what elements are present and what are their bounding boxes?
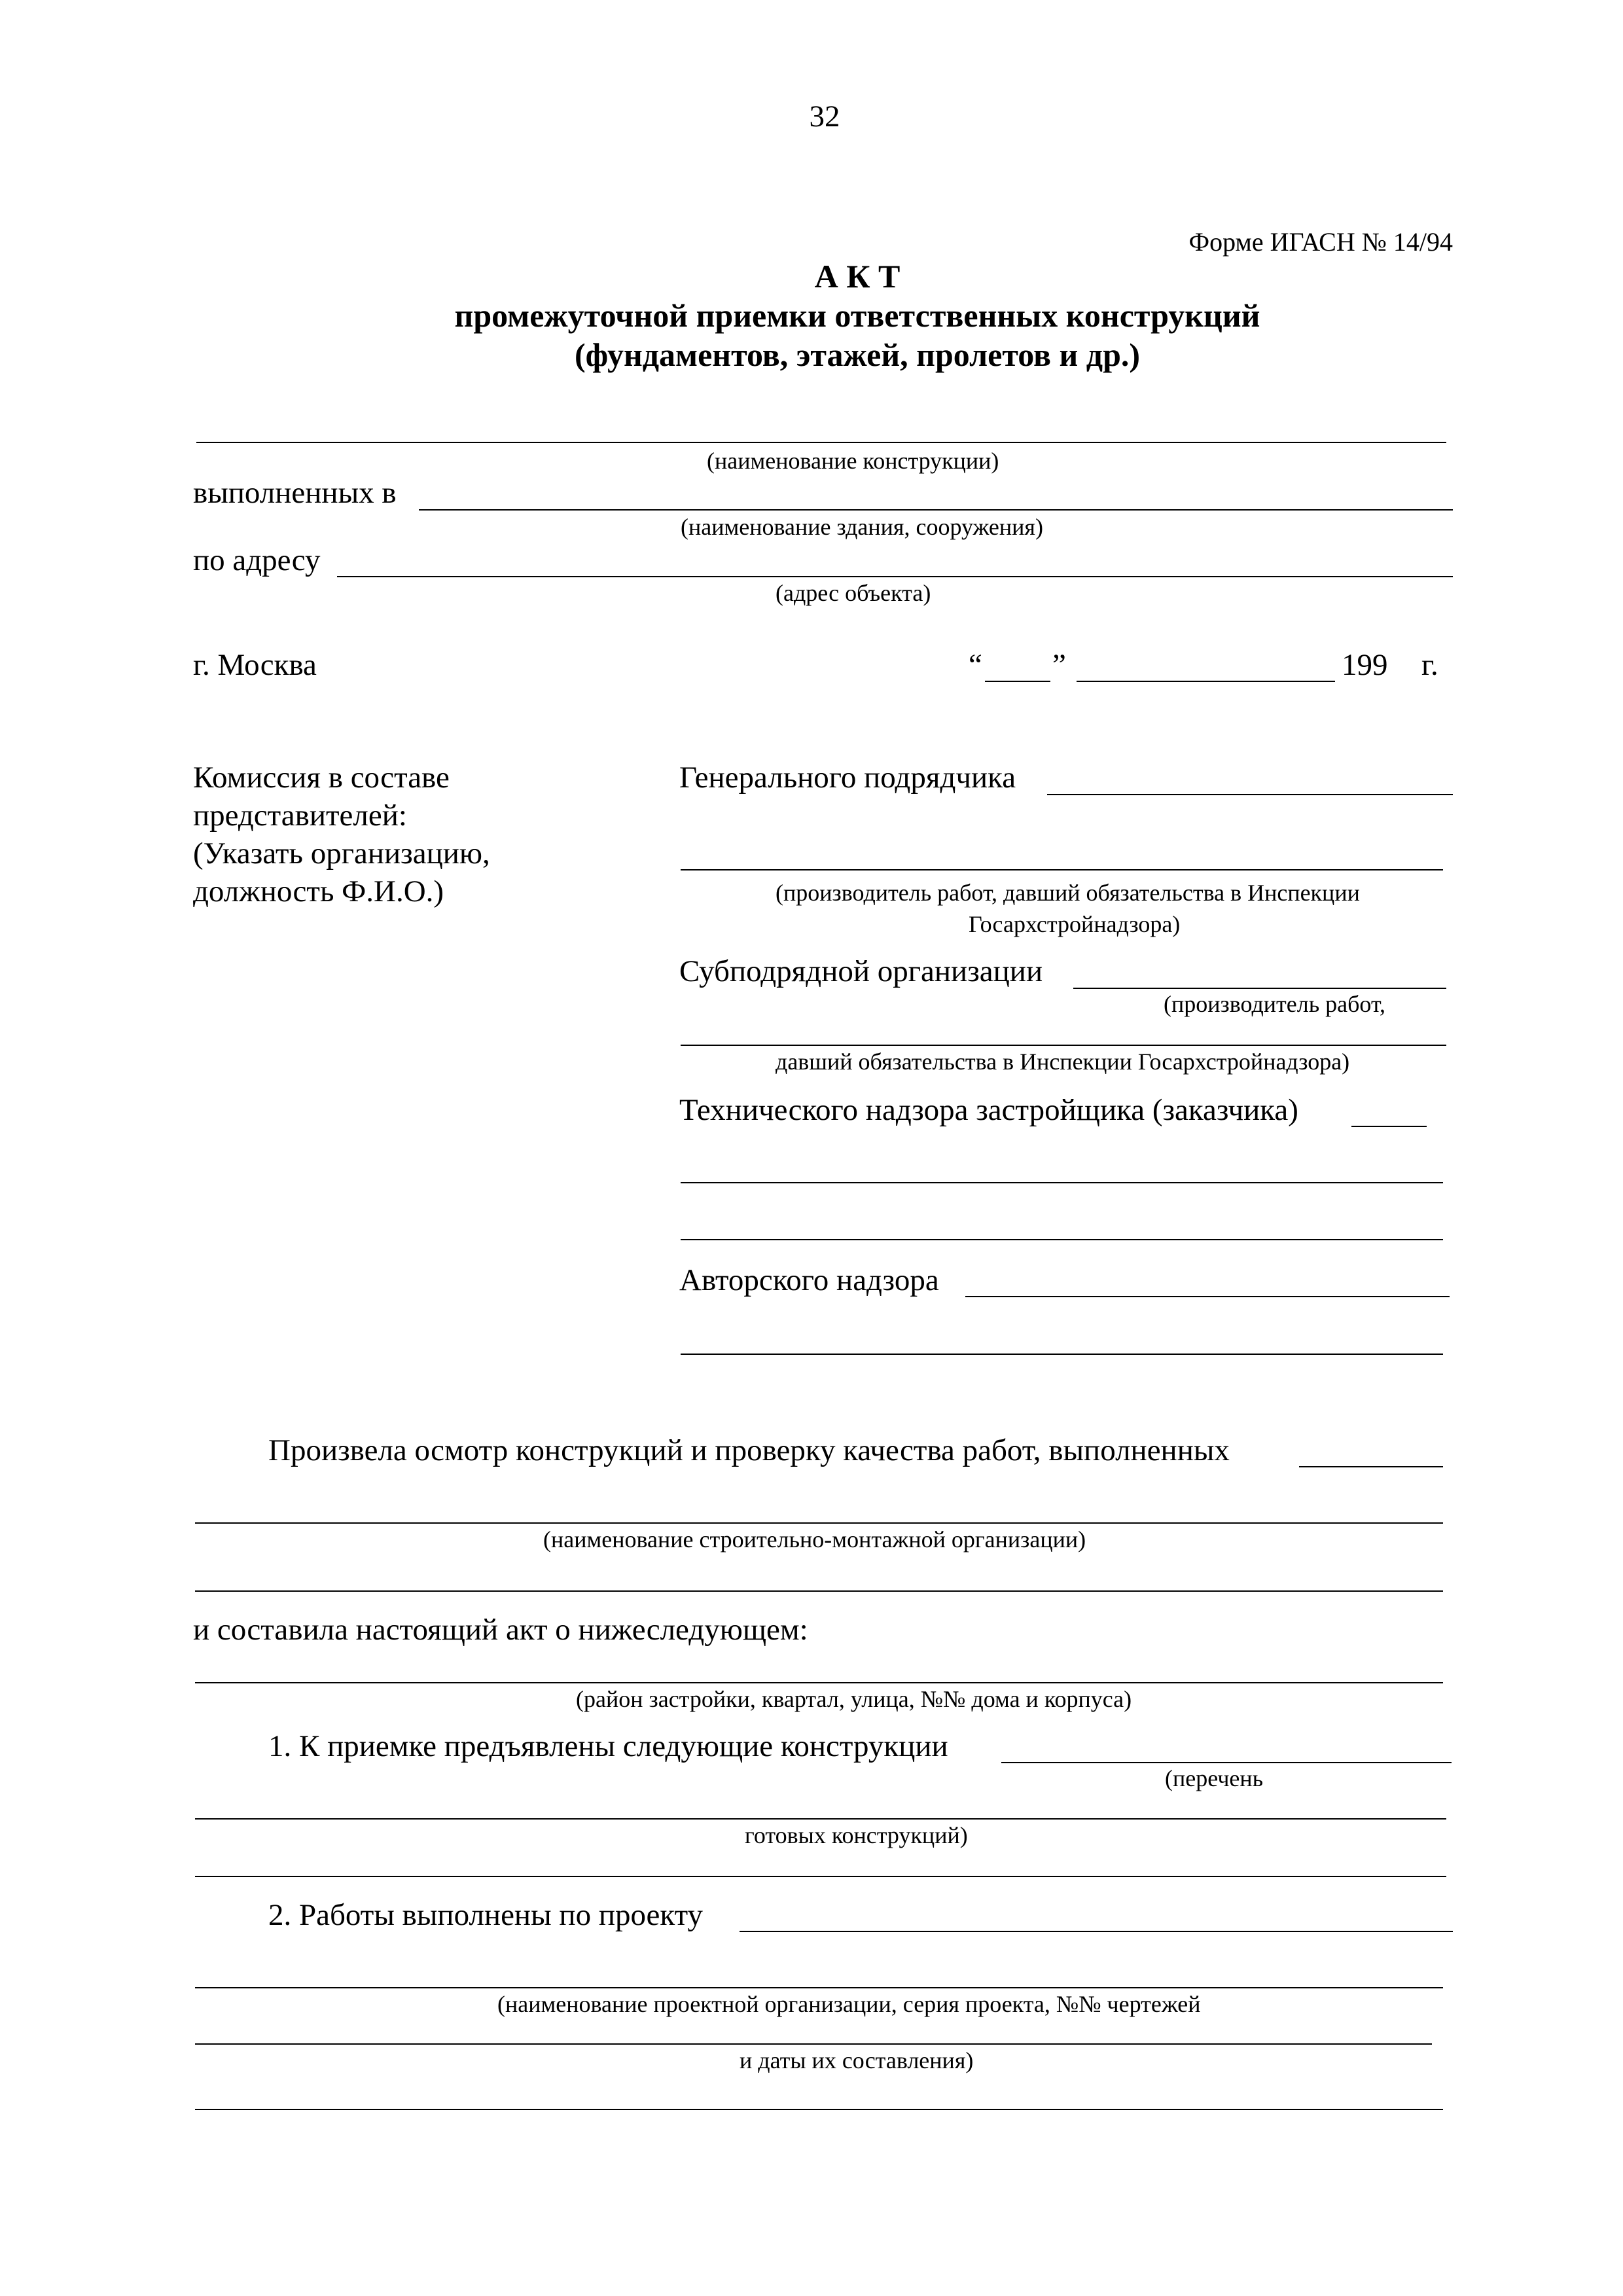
technical-supervision-line[interactable] xyxy=(1351,1126,1427,1127)
address-hint: (адрес объекта) xyxy=(776,580,931,606)
subcontractor-hint1: (производитель работ, xyxy=(1164,991,1385,1017)
building-name-hint: (наименование здания, сооружения) xyxy=(681,514,1043,540)
district-hint: (район застройки, квартал, улица, №№ дома и корпуса) xyxy=(576,1686,1132,1712)
city-label: г. Москва xyxy=(193,648,317,682)
address-line[interactable] xyxy=(337,576,1453,577)
date-month-line[interactable] xyxy=(1077,681,1335,682)
author-supervision-line[interactable] xyxy=(965,1296,1450,1297)
organization-hint: (наименование строительно-монтажной организации) xyxy=(543,1526,1086,1552)
district-line[interactable] xyxy=(195,1682,1443,1683)
item1-text: 1. К приемке предъявлены следующие конструкции xyxy=(268,1729,948,1763)
technical-supervision-label: Технического надзора застройщика (заказчика) xyxy=(679,1093,1298,1127)
inspection-text: Произвела осмотр конструкций и проверку качества работ, выполненных xyxy=(268,1433,1230,1467)
subcontractor-line2[interactable] xyxy=(681,1045,1446,1046)
general-contractor-hint1: (производитель работ, давший обязательства в Инспекции xyxy=(776,880,1360,906)
form-reference: Форме ИГАСН № 14/94 xyxy=(1188,227,1453,257)
commission-label-line1: Комиссия в составе xyxy=(193,761,450,795)
general-contractor-hint2: Госархстройнадзора) xyxy=(969,911,1181,937)
commission-label-line2: представителей: xyxy=(193,798,407,833)
act-subtitle-line1: промежуточной приемки ответственных конструкций xyxy=(454,297,1260,334)
building-name-line[interactable] xyxy=(419,509,1453,511)
item1-line[interactable] xyxy=(1001,1762,1452,1763)
item2-text: 2. Работы выполнены по проекту xyxy=(268,1898,704,1932)
subcontractor-line[interactable] xyxy=(1073,988,1446,989)
general-contractor-label: Генерального подрядчика xyxy=(679,761,1016,795)
item2-line[interactable] xyxy=(740,1931,1453,1932)
author-supervision-line2[interactable] xyxy=(681,1354,1443,1355)
item2-line3[interactable] xyxy=(195,2043,1432,2045)
organization-line2[interactable] xyxy=(195,1590,1443,1592)
construction-name-line[interactable] xyxy=(196,442,1446,443)
commission-label-line3: (Указать организацию, xyxy=(193,836,490,870)
item2-hint1: (наименование проектной организации, серия проекта, №№ чертежей xyxy=(497,1991,1201,2017)
item1-hint1: (перечень xyxy=(1165,1765,1264,1791)
general-contractor-line[interactable] xyxy=(1047,794,1453,795)
item2-hint2: и даты их составления) xyxy=(740,2047,974,2073)
performed-in-label: выполненных в xyxy=(193,476,397,510)
date-day-line[interactable] xyxy=(985,681,1050,682)
item1-line2[interactable] xyxy=(195,1818,1446,1820)
technical-supervision-line3[interactable] xyxy=(681,1239,1443,1240)
page-number: 32 xyxy=(809,99,840,134)
act-subtitle-line2: (фундаментов, этажей, пролетов и др.) xyxy=(574,336,1141,373)
date-quote-open: “ xyxy=(969,648,982,682)
act-text: и составила настоящий акт о нижеследующем: xyxy=(193,1613,808,1647)
technical-supervision-line2[interactable] xyxy=(681,1182,1443,1183)
author-supervision-label: Авторского надзора xyxy=(679,1263,939,1297)
general-contractor-line2[interactable] xyxy=(681,869,1443,870)
subcontractor-label: Субподрядной организации xyxy=(679,954,1043,988)
item1-hint2: готовых конструкций) xyxy=(745,1822,968,1848)
item1-line3[interactable] xyxy=(195,1876,1446,1877)
date-year-suffix: г. xyxy=(1421,648,1438,682)
inspection-contractor-line[interactable] xyxy=(1299,1466,1443,1467)
item2-line4[interactable] xyxy=(195,2109,1443,2110)
act-title: А К Т xyxy=(814,258,901,295)
date-quote-close: ” xyxy=(1052,648,1066,682)
subcontractor-hint2: давший обязательства в Инспекции Госархстройнадзора) xyxy=(776,1049,1350,1075)
address-label: по адресу xyxy=(193,543,321,577)
organization-line[interactable] xyxy=(195,1522,1443,1524)
item2-line2[interactable] xyxy=(195,1987,1443,1988)
construction-name-hint: (наименование конструкции) xyxy=(707,448,999,474)
commission-label-line4: должность Ф.И.О.) xyxy=(193,874,444,908)
date-year-prefix: 199 xyxy=(1342,648,1388,682)
